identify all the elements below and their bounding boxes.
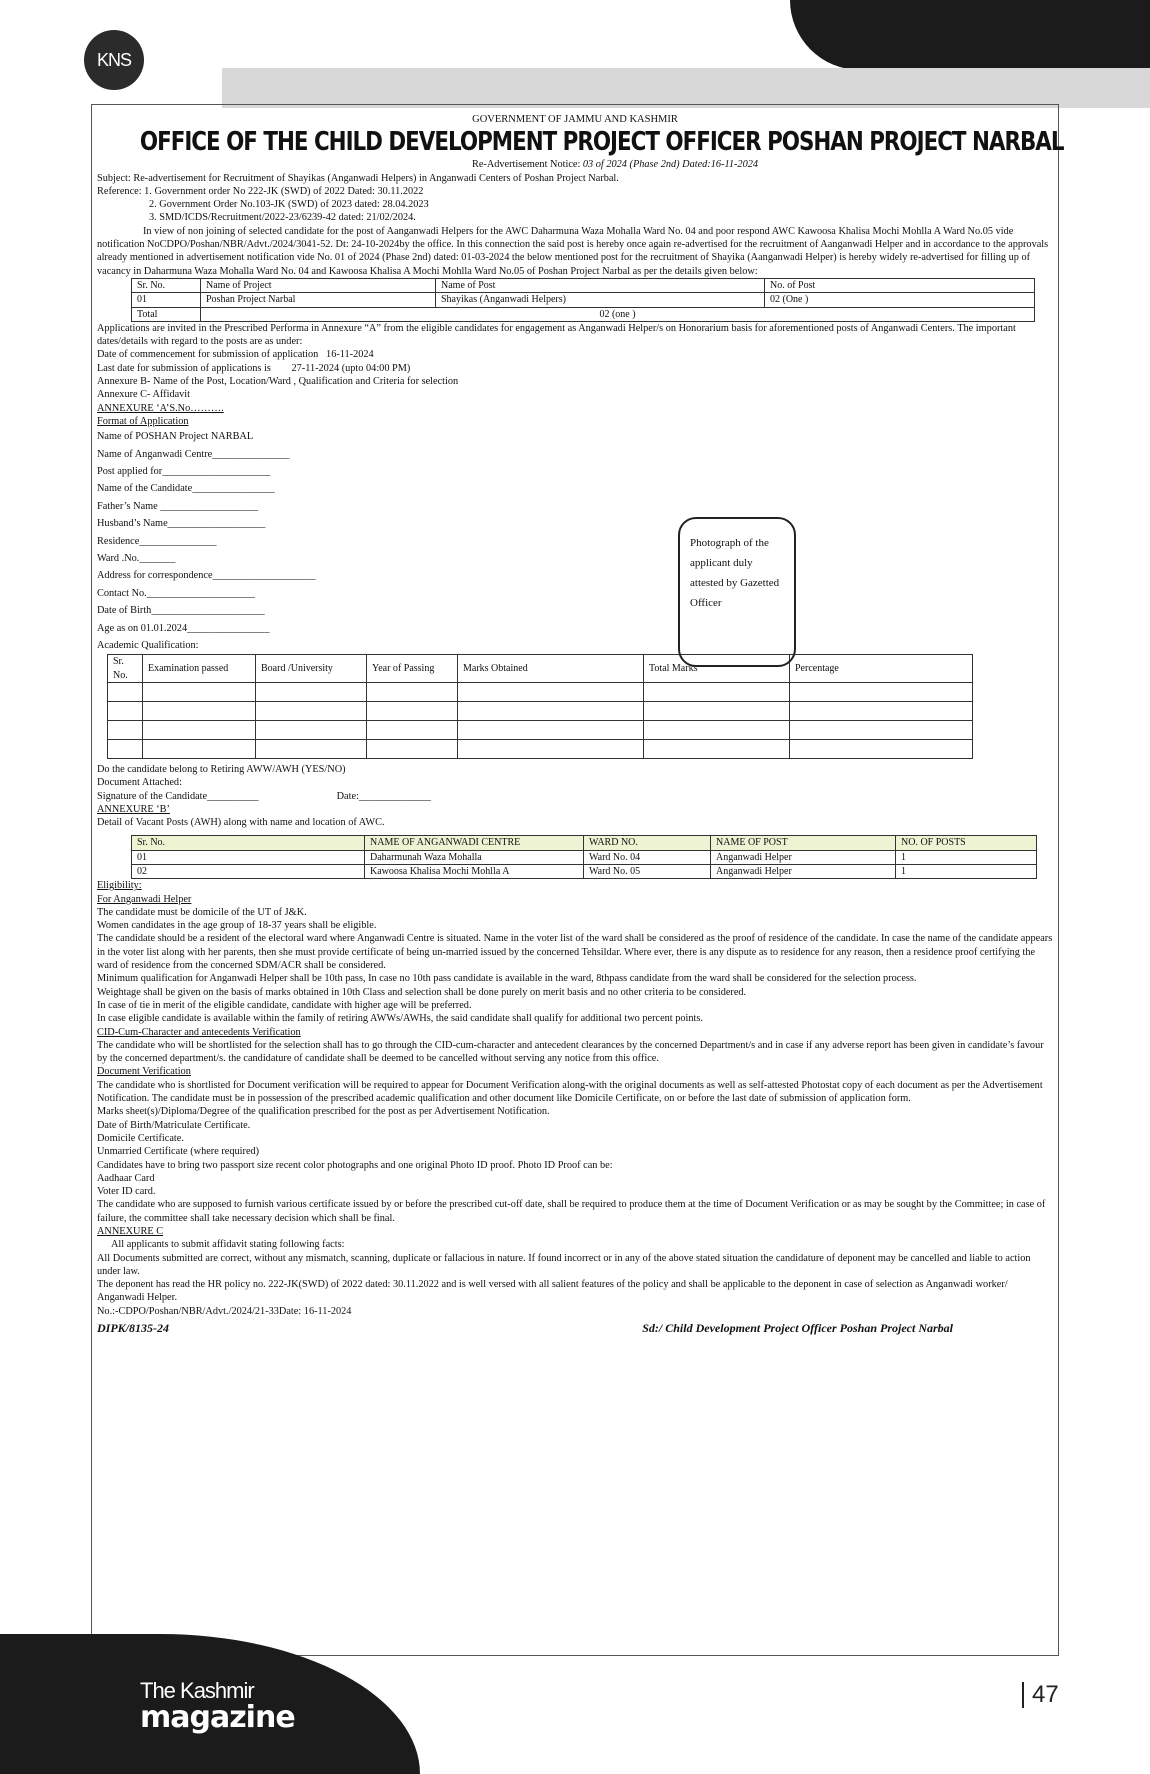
- table-cell: 01: [132, 293, 201, 307]
- form-field: Husband’s Name___________________: [97, 518, 266, 530]
- table-cell: [458, 739, 644, 758]
- table-cell: [790, 720, 973, 739]
- table-header: Total Marks: [644, 655, 790, 683]
- documents-attached: Document Attached:: [97, 777, 182, 789]
- table-cell: [367, 739, 458, 758]
- table-cell: [644, 720, 790, 739]
- reference-2: 2. Government Order No.103-JK (SWD) of 2023 dated: 28.04.2023: [149, 199, 429, 211]
- document-line: Aadhaar Card: [97, 1172, 155, 1184]
- table-cell: [644, 739, 790, 758]
- format-title: Format of Application: [97, 415, 189, 427]
- table-header: Sr. No.: [132, 836, 365, 850]
- form-field: Residence_______________: [97, 535, 217, 547]
- affidavit-point: All Documents submitted are correct, without any mismatch, scanning, duplicate or fallacious in nature. If found incorrect or in any of the above stated situation the candidature of deponent may be cancelled and liable to action under law.: [97, 1252, 1031, 1277]
- form-field: Ward .No._______: [97, 552, 176, 564]
- table-cell: [790, 701, 973, 720]
- table-header: Board /University: [256, 655, 367, 683]
- subject-line: Subject: Re-advertisement for Recruitment of Shayikas (Anganwadi Helpers) in Anganwadi Centers of Poshan Project Narbal.: [97, 172, 619, 184]
- eligibility-line: In case eligible candidate is available within the family of retiring AWWs/AWHs, the said candidate shall qualify for additional two percent points.: [97, 1013, 703, 1025]
- application-form-fields: [97, 428, 1053, 654]
- document-line: Voter ID card.: [97, 1186, 156, 1198]
- form-field: Father’s Name ___________________: [97, 500, 259, 512]
- signature-row: [97, 790, 1053, 803]
- qualification-table: [107, 654, 973, 759]
- signed-by: Sd:/ Child Development Project Officer Poshan Project Narbal: [642, 1321, 953, 1336]
- table-cell: [458, 720, 644, 739]
- form-field: Name of the Candidate________________: [97, 483, 275, 495]
- top-decor: [790, 0, 1150, 70]
- table-cell: [143, 701, 256, 720]
- dipk-number: DIPK/8135-24: [97, 1321, 169, 1336]
- table-cell: Shayikas (Anganwadi Helpers): [436, 293, 765, 307]
- magazine-logo-line1: The Kashmir: [140, 1678, 254, 1703]
- form-field: Name of Anganwadi Centre_______________: [97, 448, 290, 460]
- table-cell: Kawoosa Khalisa Mochi Mohlla A: [365, 864, 584, 878]
- eligibility-line: The candidate must be domicile of the UT of J&K.: [97, 906, 307, 918]
- annexure-c-reference: Annexure C- Affidavit: [97, 389, 191, 401]
- eligibility-title: Eligibility:: [97, 880, 142, 892]
- table-header: Name of Post: [436, 278, 765, 292]
- table-cell: [108, 682, 143, 701]
- table-cell: Anganwadi Helper: [711, 864, 896, 878]
- date-field: Date:______________: [336, 790, 431, 802]
- form-field: Name of POSHAN Project NARBAL: [97, 431, 254, 443]
- reference-number: No.:-CDPO/Poshan/NBR/Advt./2024/21-33Date: 16-11-2024: [97, 1305, 352, 1317]
- table-cell: 01: [132, 850, 365, 864]
- form-field: Date of Birth______________________: [97, 605, 265, 617]
- table-header: Marks Obtained: [458, 655, 644, 683]
- form-field: Address for correspondence____________________: [97, 570, 316, 582]
- cid-title: CID-Cum-Character and antecedents Verification: [97, 1026, 301, 1038]
- table-cell: Ward No. 04: [584, 850, 711, 864]
- page-number: 47: [1022, 1682, 1059, 1708]
- affidavit-intro: All applicants to submit affidavit stating following facts:: [111, 1239, 345, 1251]
- table-cell: [256, 682, 367, 701]
- table-cell: 02: [132, 864, 365, 878]
- eligibility-line: Minimum qualification for Anganwadi Helper shall be 10th pass, In case no 10th pass candidate is available in the ward, 8thpass candidate from the ward shall be considered for the selection process.: [97, 973, 917, 985]
- table-cell: [108, 720, 143, 739]
- table-row: [132, 850, 1037, 864]
- eligibility-line: Women candidates in the age group of 18-37 years shall be eligible.: [97, 920, 377, 932]
- table-cell: Poshan Project Narbal: [201, 293, 436, 307]
- table-cell: [367, 701, 458, 720]
- affidavit-point: The deponent has read the HR policy no. 222-JK(SWD) of 2022 dated: 30.11.2022 and is well versed with all salient features of the policy and shall be applicable to the deponent in case of selection as Anganwadi worker/ Anganwadi Helper.: [97, 1279, 1008, 1304]
- table-header: Sr. No.: [132, 278, 201, 292]
- table-cell: [143, 720, 256, 739]
- table-header: Name of Project: [201, 278, 436, 292]
- table-row: [132, 864, 1037, 878]
- document-line: Date of Birth/Matriculate Certificate.: [97, 1119, 251, 1131]
- total-label: Total: [132, 307, 201, 321]
- annexure-b-reference: Annexure B- Name of the Post, Location/Ward , Qualification and Criteria for selection: [97, 376, 459, 388]
- advertisement-document: [91, 104, 1064, 1656]
- vacant-posts-detail: Detail of Vacant Posts (AWH) along with name and location of AWC.: [97, 817, 385, 829]
- for-helper-title: For Anganwadi Helper: [97, 893, 192, 905]
- table-header: NAME OF POST: [711, 836, 896, 850]
- notice-label: Re-Advertisement Notice:: [471, 159, 581, 171]
- top-bar: [222, 68, 1150, 108]
- applications-paragraph: Applications are invited in the Prescribed Performa in Annexure “A” from the eligible candidates for engagement as Anganwadi Helper/s on Honorarium basis for aforementioned posts of Anganwadi Centers. The important dates/details with regard to the posts are as under:: [97, 322, 1016, 348]
- table-cell: Daharmunah Waza Mohalla: [365, 850, 584, 864]
- intro-paragraph: In view of non joining of selected candidate for the post of Aanganwadi Helpers for the AWC Daharmuna Waza Mohalla Ward No. 04 and poor respond AWC Kawoosa Khalisa Mochi Mohlla A Ward No.05 vide notification NoCDPO/Poshan/NBR/Advt./2024/3041-52. Dt: 24-10-2024by the office. In this connection the said post is hereby once again re-advertised for the recruitment of Aanganwadi Helper and in accordance to the approvals already mentioned in advertisement notification vide No. 01 of 2024 (Phase 2nd) dated: 01-03-2024 the below mentioned post for the recruitment of Shayika (Aanganwadi Helper) is hereby widely re-advertised for filling up of vacancy in Daharmuna Waza Mohalla Ward No. 04 and Kawoosa Khalisa A Mochi Mohlla Ward No.05 of Poshan Project Narbal as per the details given below:: [97, 225, 1049, 277]
- reference-1: Reference: 1. Government order No 222-JK (SWD) of 2022 Dated: 30.11.2022: [97, 185, 424, 197]
- photo-box: Photograph of the applicant duly attested by Gazetted Officer: [678, 517, 796, 667]
- reference-3: 3. SMD/ICDS/Recruitment/2022-23/6239-42 dated: 21/02/2024.: [149, 212, 416, 224]
- document-line: Domicile Certificate.: [97, 1132, 184, 1144]
- table-header: NO. OF POSTS: [896, 836, 1037, 850]
- table-header: Sr. No.: [108, 655, 143, 683]
- eligibility-line: The candidate should be a resident of the electoral ward where Anganwadi Centre is situated. Name in the voter list of the ward shall be considered as the proof of residence of the candidate. In case the name of the candidate appears in the voter list along with her parents, then she must provide certificate of being un-married issued by the concerned Tehsildar. Where ever, there is any dispute as to residence for any reason, then a residence proof certifying the ward of residence from the concerned SDM/ACR shall be considered.: [97, 933, 1053, 972]
- eligibility-line: Weightage shall be given on the basis of marks obtained in 10th Class and selection shall be done purely on merit basis and no other criteria to be considered.: [97, 986, 747, 998]
- table-header: Examination passed: [143, 655, 256, 683]
- total-value: 02 (one ): [201, 307, 1035, 321]
- posts-table: [131, 278, 1035, 322]
- form-field: Contact No._____________________: [97, 587, 255, 599]
- table-cell: [644, 701, 790, 720]
- signature-field: Signature of the Candidate__________: [97, 790, 259, 802]
- table-cell: 1: [896, 850, 1037, 864]
- table-cell: 1: [896, 864, 1037, 878]
- table-cell: [367, 682, 458, 701]
- table-header: Year of Passing: [367, 655, 458, 683]
- table-cell: [458, 701, 644, 720]
- signature-block: [97, 1322, 1053, 1335]
- kns-logo: KNS: [84, 30, 144, 90]
- table-cell: [367, 720, 458, 739]
- eligibility-line: In case of tie in merit of the eligible candidate, candidate with higher age will be preferred.: [97, 999, 472, 1011]
- table-cell: [790, 739, 973, 758]
- document-line: Candidates have to bring two passport size recent color photographs and one original Photo ID proof. Photo ID Proof can be:: [97, 1159, 613, 1171]
- annexure-c-title: ANNEXURE C: [97, 1226, 164, 1237]
- table-header: NAME OF ANGANWADI CENTRE: [365, 836, 584, 850]
- table-cell: [108, 739, 143, 758]
- table-cell: 02 (One ): [765, 293, 1035, 307]
- annexure-a-title: ANNEXURE ‘A’S.No……….: [97, 402, 224, 414]
- table-cell: [256, 701, 367, 720]
- table-header: No. of Post: [765, 278, 1035, 292]
- cid-text: The candidate who will be shortlisted for the selection shall has to go through the CID-cum-character and antecedent clearances by the concerned Department/s and in case if any adverse report has been given in candidate’s favour by the concerned department/s. the candidature of candidate shall be deemed to be cancelled without serving any notice from this office.: [97, 1039, 1044, 1065]
- date-last: Last date for submission of applications is 27-11-2024 (upto 04:00 PM): [97, 362, 411, 374]
- form-field: Post applied for_____________________: [97, 466, 271, 478]
- document-verification-text: The candidate who is shortlisted for Document verification will be required to appear for Document Verification along-with the original documents as well as self-attested Photostat copy of each document as per the Advertisement Notification. The candidate must be in possession of the prescribed academic qualification and other document like Domicile Certificate, on or before the last date of submission of application form.: [97, 1079, 1043, 1105]
- table-cell: [256, 739, 367, 758]
- notice-value: 03 of 2024 (Phase 2nd) Dated:16-11-2024: [582, 159, 759, 171]
- form-field: Age as on 01.01.2024________________: [97, 622, 270, 634]
- vacant-posts-table: [131, 835, 1037, 879]
- document-line: Marks sheet(s)/Diploma/Degree of the qualification prescribed for the post as per Advertisement Notification.: [97, 1106, 550, 1118]
- table-cell: Anganwadi Helper: [711, 850, 896, 864]
- form-field: Academic Qualification:: [97, 639, 199, 651]
- table-cell: [108, 701, 143, 720]
- office-title: OFFICE OF THE CHILD DEVELOPMENT PROJECT OFFICER POSHAN PROJECT NARBAL: [139, 127, 1064, 158]
- table-cell: [143, 682, 256, 701]
- notice-line: [177, 158, 1053, 171]
- magazine-logo-line2: magazine: [140, 1700, 295, 1735]
- annexure-b-title: ANNEXURE ‘B’: [97, 803, 170, 815]
- retiring-question: Do the candidate belong to Retiring AWW/AWH (YES/NO): [97, 763, 346, 775]
- table-cell: [143, 739, 256, 758]
- table-header: WARD NO.: [584, 836, 711, 850]
- document-line: Unmarried Certificate (where required): [97, 1146, 260, 1158]
- table-cell: Ward No. 05: [584, 864, 711, 878]
- table-cell: [790, 682, 973, 701]
- date-commencement: Date of commencement for submission of application 16-11-2024: [97, 349, 374, 361]
- document-verification-title: Document Verification: [97, 1066, 191, 1078]
- table-cell: [458, 682, 644, 701]
- table-cell: [256, 720, 367, 739]
- cutoff-text: The candidate who are supposed to furnish various certificate issued by or before the prescribed cut-off date, shall be required to produce them at the time of Document Verification or as may be sought by the Committee; in case of failure, the committee shall take necessary decision which shall be final.: [97, 1199, 1046, 1224]
- government-line: GOVERNMENT OF JAMMU AND KASHMIR: [472, 114, 678, 125]
- table-header: Percentage: [790, 655, 973, 683]
- table-cell: [644, 682, 790, 701]
